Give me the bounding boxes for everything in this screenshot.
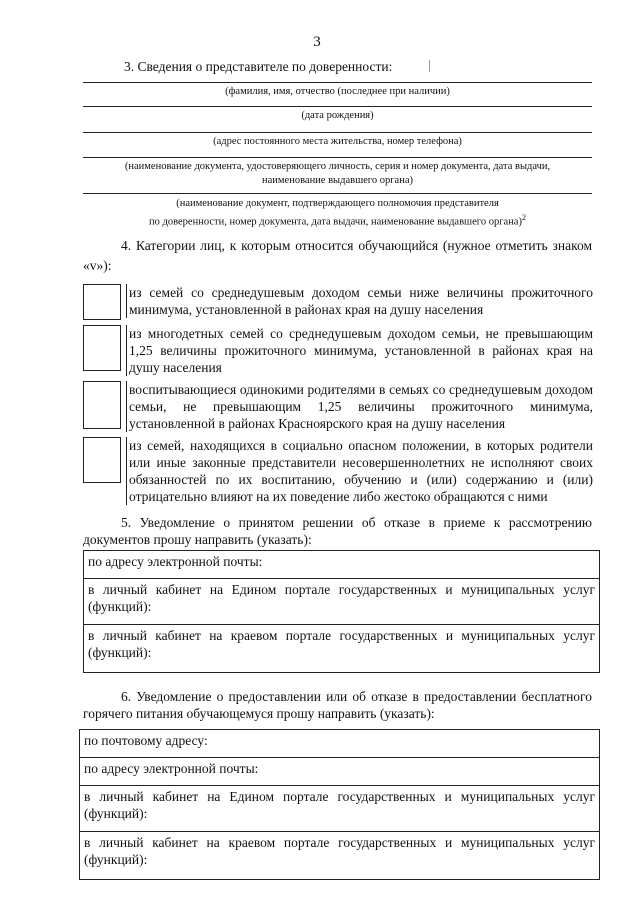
section-3-title: 3. Сведения о представителе по доверенности: bbox=[124, 59, 393, 74]
authority-document-caption-1: (наименование документ, подтверждающего полномочия представителя bbox=[176, 198, 499, 209]
authority-caption-text: по доверенности, номер документа, дата выдачи, наименование выдавшего органа) bbox=[149, 216, 522, 228]
page-number: 3 bbox=[313, 34, 321, 50]
authority-document-line[interactable] bbox=[83, 193, 592, 194]
section-6-option-postal[interactable]: по почтовому адресу: bbox=[80, 730, 600, 758]
identity-document-line[interactable] bbox=[83, 157, 592, 158]
section-6-title-text: 6. Уведомление о предоставлении или об отказе в предоставлении бесплатного горячего питания обучающемуся прошу направить (указать): bbox=[83, 689, 592, 721]
birthdate-line[interactable] bbox=[83, 106, 592, 107]
section-5-option-email[interactable]: по адресу электронной почты: bbox=[84, 551, 600, 579]
footnote-mark: 2 bbox=[521, 213, 526, 222]
fio-caption: (фамилия, имя, отчество (последнее при наличии) bbox=[225, 86, 450, 97]
category-checkbox-3[interactable] bbox=[83, 381, 121, 429]
authority-document-caption-2 bbox=[83, 210, 592, 230]
section-5-option-gosuslugi[interactable]: в личный кабинет на Едином портале государственных и муниципальных услуг (функций): bbox=[84, 579, 600, 625]
section-5-title-text: 5. Уведомление о принятом решении об отказе в приеме к рассмотрению документов прошу направить (указать): bbox=[83, 515, 592, 547]
identity-document-caption-1: (наименование документа, удостоверяющего личность, серия и номер документа, дата выдачи, bbox=[124, 161, 551, 172]
section-6-title bbox=[83, 688, 592, 722]
section-6-option-gosuslugi[interactable]: в личный кабинет на Едином портале государственных и муниципальных услуг (функций): bbox=[80, 786, 600, 832]
section-4-title-text: 4. Категории лиц, к которым относится обучающийся (нужное отметить знаком «v»): bbox=[83, 238, 592, 273]
birthdate-caption: (дата рождения) bbox=[301, 110, 374, 121]
identity-document-caption-2: наименование выдавшего органа) bbox=[262, 175, 413, 186]
category-checkbox-1[interactable] bbox=[83, 284, 121, 320]
text-cursor-mark bbox=[429, 60, 430, 72]
address-line[interactable] bbox=[83, 132, 592, 133]
address-caption: (адрес постоянного места жительства, номер телефона) bbox=[213, 136, 462, 147]
section-6-options-table bbox=[79, 729, 600, 880]
category-label-4: из семей, находящихся в социально опасном положении, в которых родители или иные законные представители несовершеннолетних не исполняют своих обязанностей по их воспитанию, обучению и (или) содержанию и (или) отрицательно влияют на их поведение либо жестоко обращаются с ними bbox=[126, 437, 593, 505]
category-label-3: воспитывающиеся одинокими родителями в семьях со среднедушевым доходом семьи, не превышающим 1,25 величины прожиточного минимума, установленной в районах Красноярского края на душу населения bbox=[126, 381, 593, 432]
category-label-1: из семей со среднедушевым доходом семьи ниже величины прожиточного минимума, установленной в районах края на душу населения bbox=[126, 284, 593, 318]
section-5-options-table bbox=[83, 550, 600, 673]
category-label-2: из многодетных семей со среднедушевым доходом семьи, не превышающим 1,25 величины прожиточного минимума, установленной в районах края на душу населения bbox=[126, 325, 593, 376]
section-5-title bbox=[83, 514, 592, 548]
section-6-option-email[interactable]: по адресу электронной почты: bbox=[80, 758, 600, 786]
section-6-option-regional-portal[interactable]: в личный кабинет на краевом портале государственных и муниципальных услуг (функций): bbox=[80, 832, 600, 880]
section-4-title bbox=[83, 236, 592, 276]
fio-line[interactable] bbox=[83, 82, 592, 83]
category-checkbox-2[interactable] bbox=[83, 325, 121, 371]
category-checkbox-4[interactable] bbox=[83, 437, 121, 483]
section-5-option-regional-portal[interactable]: в личный кабинет на краевом портале государственных и муниципальных услуг (функций): bbox=[84, 625, 600, 673]
